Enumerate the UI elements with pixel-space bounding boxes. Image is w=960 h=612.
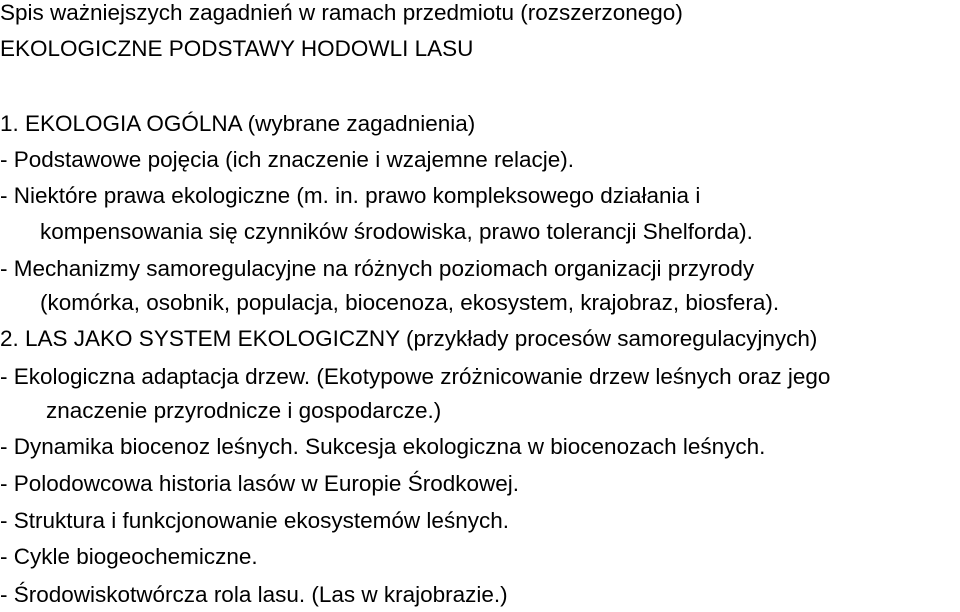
section-1-item-2-continued: kompensowania się czynników środowiska, prawo tolerancji Shelforda). [40, 219, 753, 244]
section-2-item-6: - Środowiskotwórcza rola lasu. (Las w krajobrazie.) [0, 582, 508, 607]
section-2-item-4: - Struktura i funkcjonowanie ekosystemów leśnych. [0, 508, 509, 533]
section-1-item-2: - Niektóre prawa ekologiczne (m. in. prawo kompleksowego działania i [0, 183, 701, 208]
section-1-item-3-continued: (komórka, osobnik, populacja, biocenoza, ekosystem, krajobraz, biosfera). [40, 290, 780, 315]
section-2-item-2: - Dynamika biocenoz leśnych. Sukcesja ekologiczna w biocenozach leśnych. [0, 434, 766, 459]
section-2-item-1-continued: znaczenie przyrodnicze i gospodarcze.) [46, 398, 442, 423]
section-1-item-1: - Podstawowe pojęcia (ich znaczenie i wzajemne relacje). [0, 147, 575, 172]
section-2-item-5: - Cykle biogeochemiczne. [0, 544, 258, 569]
header-line-1: Spis ważniejszych zagadnień w ramach przedmiotu (rozszerzonego) [0, 0, 683, 25]
header-line-2: EKOLOGICZNE PODSTAWY HODOWLI LASU [0, 36, 474, 61]
section-1-item-3: - Mechanizmy samoregulacyjne na różnych poziomach organizacji przyrody [0, 256, 755, 281]
section-1-title: 1. EKOLOGIA OGÓLNA (wybrane zagadnienia) [0, 111, 476, 136]
section-2-title: 2. LAS JAKO SYSTEM EKOLOGICZNY (przykłady procesów samoregulacyjnych) [0, 326, 818, 351]
section-2-item-1: - Ekologiczna adaptacja drzew. (Ekotypowe zróżnicowanie drzew leśnych oraz jego [0, 364, 831, 389]
section-2-item-3: - Polodowcowa historia lasów w Europie Środkowej. [0, 471, 519, 496]
